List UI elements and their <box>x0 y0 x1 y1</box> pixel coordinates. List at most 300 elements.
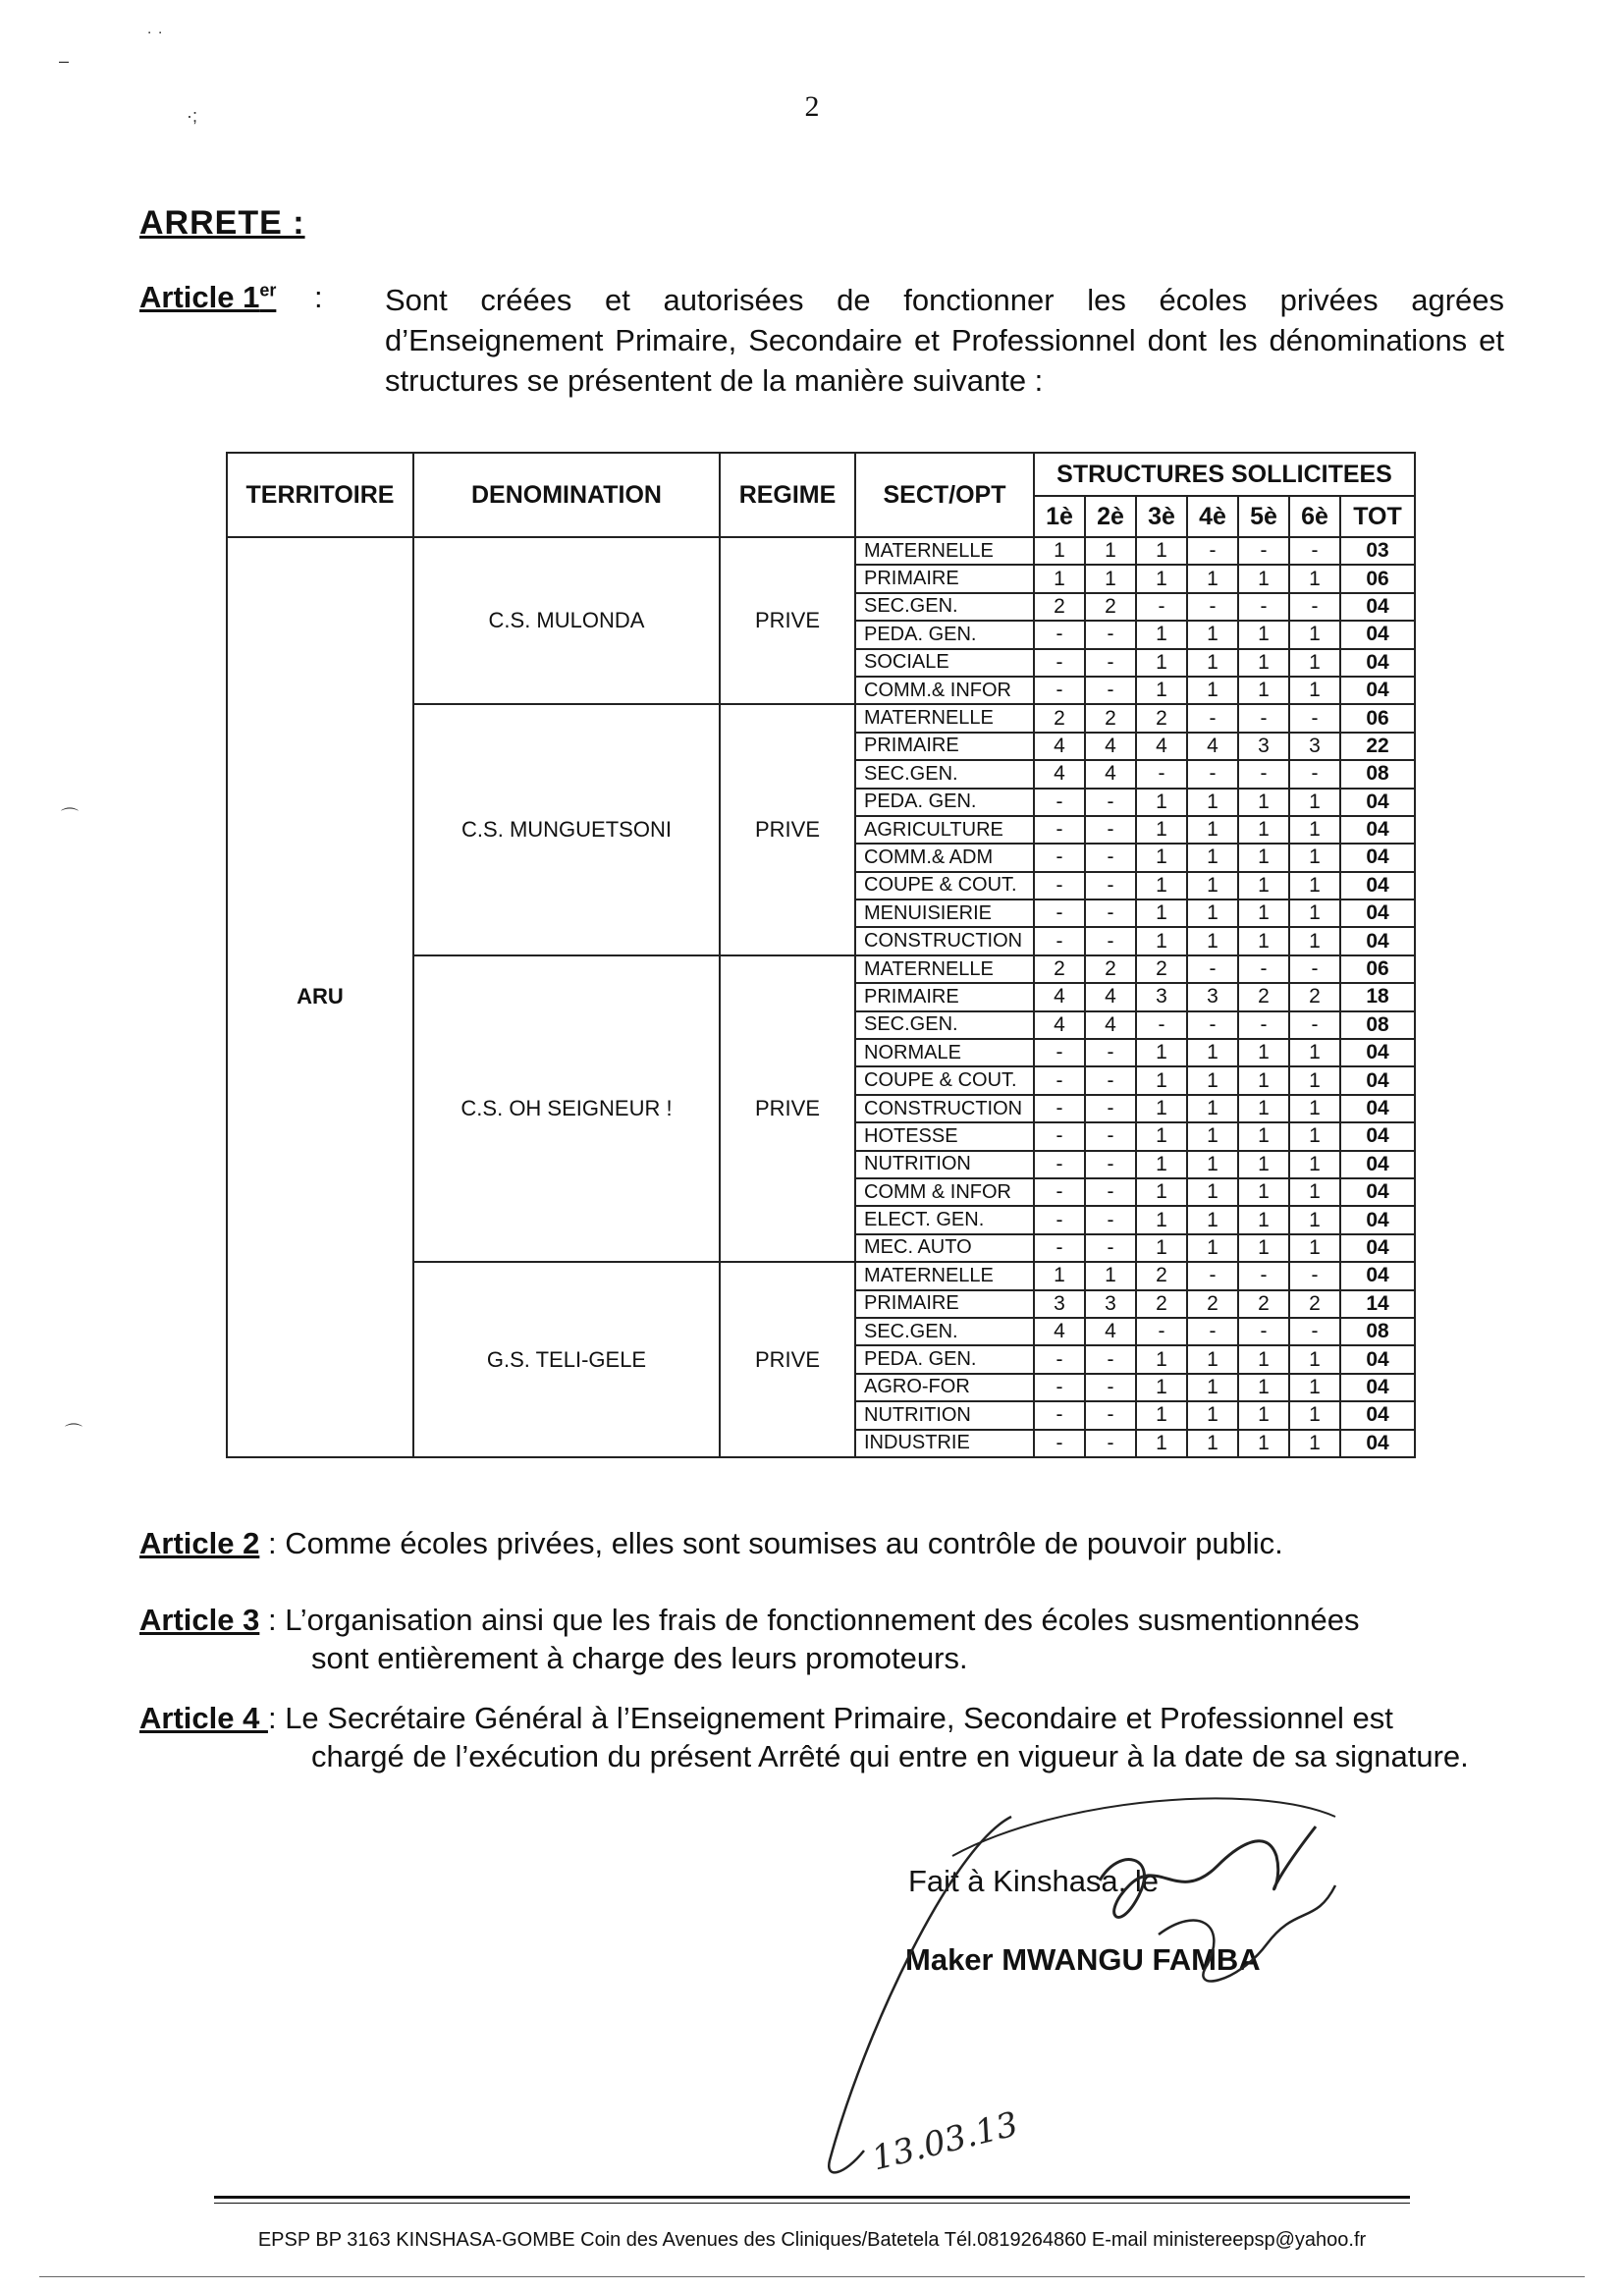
sect-opt-cell: PRIMAIRE <box>855 733 1034 760</box>
year-value-cell: 4 <box>1085 760 1136 788</box>
year-value-cell: 1 <box>1238 1234 1289 1262</box>
year-value-cell: 1 <box>1289 1345 1340 1373</box>
year-value-cell: 1 <box>1238 565 1289 592</box>
year-value-cell: - <box>1187 1262 1238 1289</box>
total-cell: 04 <box>1340 816 1415 844</box>
sect-opt-cell: NUTRITION <box>855 1401 1034 1429</box>
year-value-cell: - <box>1085 816 1136 844</box>
sect-opt-cell: SEC.GEN. <box>855 1318 1034 1345</box>
year-value-cell: 4 <box>1034 983 1085 1010</box>
scan-speck: ·; <box>187 106 197 126</box>
sect-opt-cell: PRIMAIRE <box>855 983 1034 1010</box>
sect-opt-cell: PRIMAIRE <box>855 1290 1034 1318</box>
year-value-cell: - <box>1034 844 1085 871</box>
year-value-cell: 2 <box>1289 1290 1340 1318</box>
year-value-cell: 1 <box>1187 1206 1238 1233</box>
regime-cell: PRIVE <box>720 704 855 955</box>
total-cell: 04 <box>1340 1066 1415 1094</box>
year-value-cell: 2 <box>1034 955 1085 983</box>
year-value-cell: - <box>1187 593 1238 621</box>
handwritten-signature <box>805 1787 1355 2200</box>
article-1-text: Sont créées et autorisées de fonctionner les écoles privées agrées d’Enseignement Primaire, Secondaire et Professionnel dont les dénominations et structures se présentent de la manière suivante : <box>385 283 1504 398</box>
year-value-cell: 1 <box>1238 649 1289 677</box>
year-value-cell: 1 <box>1034 565 1085 592</box>
year-value-cell: 1 <box>1289 1039 1340 1066</box>
header-total: TOT <box>1340 496 1415 537</box>
year-value-cell: 1 <box>1136 900 1187 927</box>
article-2-text: Comme écoles privées, elles sont soumises au contrôle de pouvoir public. <box>285 1526 1283 1560</box>
year-value-cell: - <box>1289 593 1340 621</box>
total-cell: 03 <box>1340 537 1415 565</box>
denomination-cell: G.S. TELI-GELE <box>413 1262 720 1457</box>
year-value-cell: - <box>1187 537 1238 565</box>
sect-opt-cell: MENUISIERIE <box>855 900 1034 927</box>
year-value-cell: 1 <box>1238 816 1289 844</box>
total-cell: 04 <box>1340 1262 1415 1289</box>
year-value-cell: 1 <box>1289 649 1340 677</box>
year-value-cell: 1 <box>1187 1178 1238 1206</box>
year-value-cell: 4 <box>1034 1011 1085 1039</box>
year-value-cell: 2 <box>1085 593 1136 621</box>
year-value-cell: 4 <box>1085 1011 1136 1039</box>
total-cell: 04 <box>1340 1374 1415 1401</box>
year-value-cell: 2 <box>1187 1290 1238 1318</box>
header-territoire: TERRITOIRE <box>227 453 413 537</box>
year-value-cell: 1 <box>1187 816 1238 844</box>
year-value-cell: 2 <box>1034 704 1085 732</box>
article-1-colon: : <box>314 280 323 314</box>
footer-address: EPSP BP 3163 KINSHASA-GOMBE Coin des Avenues des Cliniques/Batetela Tél.0819264860 E-mail ministereepsp@yahoo.fr <box>257 2229 1367 2251</box>
article-2 <box>139 1524 1504 1562</box>
year-value-cell: - <box>1238 760 1289 788</box>
total-cell: 04 <box>1340 900 1415 927</box>
total-cell: 04 <box>1340 1122 1415 1150</box>
year-value-cell: 1 <box>1136 1234 1187 1262</box>
year-value-cell: 1 <box>1136 1151 1187 1178</box>
year-value-cell: 1 <box>1187 1234 1238 1262</box>
regime-cell: PRIVE <box>720 1262 855 1457</box>
year-value-cell: 1 <box>1187 1066 1238 1094</box>
year-value-cell: 1 <box>1136 1066 1187 1094</box>
sect-opt-cell: PRIMAIRE <box>855 565 1034 592</box>
year-value-cell: 1 <box>1238 1178 1289 1206</box>
year-value-cell: 2 <box>1136 704 1187 732</box>
year-value-cell: 4 <box>1034 760 1085 788</box>
year-value-cell: 1 <box>1136 1401 1187 1429</box>
denomination-cell: C.S. OH SEIGNEUR ! <box>413 955 720 1262</box>
sect-opt-cell: INDUSTRIE <box>855 1430 1034 1457</box>
year-value-cell: - <box>1085 900 1136 927</box>
article-3-text: L’organisation ainsi que les frais de fonctionnement des écoles susmentionnées <box>285 1603 1360 1637</box>
page-number: 2 <box>804 90 820 123</box>
year-value-cell: 1 <box>1187 565 1238 592</box>
header-year-5: 5è <box>1238 496 1289 537</box>
year-value-cell: 1 <box>1187 1122 1238 1150</box>
year-value-cell: - <box>1238 1011 1289 1039</box>
year-value-cell: 1 <box>1238 844 1289 871</box>
article-4-sep: : <box>267 1701 286 1735</box>
scan-speck: ˙ ˙ <box>147 29 164 49</box>
year-value-cell: 1 <box>1187 1345 1238 1373</box>
year-value-cell: 1 <box>1238 677 1289 704</box>
year-value-cell: 3 <box>1136 983 1187 1010</box>
year-value-cell: 1 <box>1187 1430 1238 1457</box>
article-4 <box>139 1699 1504 1775</box>
total-cell: 04 <box>1340 1345 1415 1373</box>
year-value-cell: - <box>1034 872 1085 900</box>
total-cell: 08 <box>1340 1318 1415 1345</box>
year-value-cell: 1 <box>1187 1401 1238 1429</box>
year-value-cell: - <box>1034 1206 1085 1233</box>
year-value-cell: 2 <box>1085 955 1136 983</box>
sect-opt-cell: SEC.GEN. <box>855 760 1034 788</box>
year-value-cell: 1 <box>1187 900 1238 927</box>
year-value-cell: - <box>1289 1011 1340 1039</box>
year-value-cell: 1 <box>1034 537 1085 565</box>
year-value-cell: 1 <box>1187 649 1238 677</box>
total-cell: 06 <box>1340 955 1415 983</box>
year-value-cell: - <box>1034 789 1085 816</box>
year-value-cell: 2 <box>1136 1262 1187 1289</box>
year-value-cell: - <box>1136 1011 1187 1039</box>
article-3-label: Article 3 <box>139 1603 260 1637</box>
total-cell: 22 <box>1340 733 1415 760</box>
year-value-cell: 1 <box>1238 621 1289 648</box>
year-value-cell: 1 <box>1289 789 1340 816</box>
year-value-cell: 1 <box>1238 900 1289 927</box>
territoire-cell: ARU <box>227 537 413 1457</box>
total-cell: 04 <box>1340 927 1415 954</box>
year-value-cell: 1 <box>1238 1206 1289 1233</box>
year-value-cell: - <box>1085 1234 1136 1262</box>
sect-opt-cell: COUPE & COUT. <box>855 872 1034 900</box>
year-value-cell: - <box>1034 1234 1085 1262</box>
table-row <box>227 537 1415 565</box>
total-cell: 04 <box>1340 593 1415 621</box>
year-value-cell: 4 <box>1085 733 1136 760</box>
year-value-cell: - <box>1034 1345 1085 1373</box>
year-value-cell: 1 <box>1187 1039 1238 1066</box>
year-value-cell: 1 <box>1238 1066 1289 1094</box>
year-value-cell: - <box>1187 1318 1238 1345</box>
year-value-cell: 1 <box>1238 1039 1289 1066</box>
sect-opt-cell: NUTRITION <box>855 1151 1034 1178</box>
total-cell: 04 <box>1340 621 1415 648</box>
year-value-cell: - <box>1085 1095 1136 1122</box>
regime-cell: PRIVE <box>720 537 855 704</box>
year-value-cell: - <box>1085 872 1136 900</box>
year-value-cell: - <box>1085 1122 1136 1150</box>
year-value-cell: - <box>1085 1066 1136 1094</box>
sect-opt-cell: SEC.GEN. <box>855 593 1034 621</box>
total-cell: 04 <box>1340 649 1415 677</box>
year-value-cell: 1 <box>1289 677 1340 704</box>
total-cell: 04 <box>1340 844 1415 871</box>
year-value-cell: - <box>1034 1430 1085 1457</box>
total-cell: 04 <box>1340 1430 1415 1457</box>
article-1-label: Article 1er <box>139 280 277 314</box>
year-value-cell: - <box>1085 789 1136 816</box>
year-value-cell: - <box>1085 844 1136 871</box>
year-value-cell: - <box>1085 1178 1136 1206</box>
denomination-cell: C.S. MUNGUETSONI <box>413 704 720 955</box>
header-year-3: 3è <box>1136 496 1187 537</box>
year-value-cell: 1 <box>1136 816 1187 844</box>
article-3-sep: : <box>259 1603 286 1637</box>
year-value-cell: 2 <box>1034 593 1085 621</box>
year-value-cell: 2 <box>1238 983 1289 1010</box>
table-body <box>227 537 1415 1457</box>
year-value-cell: 1 <box>1187 927 1238 954</box>
year-value-cell: - <box>1238 955 1289 983</box>
year-value-cell: 1 <box>1187 1095 1238 1122</box>
year-value-cell: - <box>1238 704 1289 732</box>
year-value-cell: 1 <box>1238 1430 1289 1457</box>
year-value-cell: 4 <box>1034 733 1085 760</box>
year-value-cell: 3 <box>1289 733 1340 760</box>
total-cell: 08 <box>1340 1011 1415 1039</box>
year-value-cell: 1 <box>1289 1066 1340 1094</box>
total-cell: 04 <box>1340 677 1415 704</box>
year-value-cell: - <box>1289 760 1340 788</box>
year-value-cell: 1 <box>1187 1374 1238 1401</box>
year-value-cell: - <box>1289 1262 1340 1289</box>
year-value-cell: - <box>1085 927 1136 954</box>
year-value-cell: 1 <box>1238 927 1289 954</box>
total-cell: 04 <box>1340 1234 1415 1262</box>
year-value-cell: 1 <box>1289 816 1340 844</box>
handwritten-date: 13.03.13 <box>868 2104 1022 2179</box>
header-sect-opt: SECT/OPT <box>855 453 1034 537</box>
year-value-cell: 1 <box>1289 1401 1340 1429</box>
year-value-cell: - <box>1085 1430 1136 1457</box>
year-value-cell: - <box>1034 1151 1085 1178</box>
year-value-cell: 2 <box>1136 1290 1187 1318</box>
year-value-cell: - <box>1034 1401 1085 1429</box>
year-value-cell: - <box>1085 1151 1136 1178</box>
year-value-cell: - <box>1085 1374 1136 1401</box>
year-value-cell: 1 <box>1289 1374 1340 1401</box>
year-value-cell: 1 <box>1289 1122 1340 1150</box>
total-cell: 04 <box>1340 1151 1415 1178</box>
sect-opt-cell: MEC. AUTO <box>855 1234 1034 1262</box>
year-value-cell: - <box>1187 955 1238 983</box>
header-structures: STRUCTURES SOLLICITEES <box>1034 453 1415 496</box>
year-value-cell: 1 <box>1238 872 1289 900</box>
year-value-cell: 1 <box>1289 900 1340 927</box>
year-value-cell: 1 <box>1085 565 1136 592</box>
total-cell: 04 <box>1340 789 1415 816</box>
sect-opt-cell: CONSTRUCTION <box>855 1095 1034 1122</box>
sect-opt-cell: CONSTRUCTION <box>855 927 1034 954</box>
year-value-cell: - <box>1289 704 1340 732</box>
year-value-cell: 1 <box>1238 789 1289 816</box>
year-value-cell: 1 <box>1136 1095 1187 1122</box>
sect-opt-cell: ELECT. GEN. <box>855 1206 1034 1233</box>
year-value-cell: 1 <box>1289 621 1340 648</box>
year-value-cell: 1 <box>1289 1206 1340 1233</box>
year-value-cell: 1 <box>1034 1262 1085 1289</box>
sect-opt-cell: COMM.& INFOR <box>855 677 1034 704</box>
total-cell: 06 <box>1340 704 1415 732</box>
year-value-cell: 1 <box>1289 872 1340 900</box>
year-value-cell: 1 <box>1136 537 1187 565</box>
sect-opt-cell: COUPE & COUT. <box>855 1066 1034 1094</box>
sect-opt-cell: AGRO-FOR <box>855 1374 1034 1401</box>
year-value-cell: 1 <box>1136 1178 1187 1206</box>
article-4-text: Le Secrétaire Général à l’Enseignement Primaire, Secondaire et Professionnel est <box>285 1701 1393 1735</box>
place-and-date: Fait à Kinshasa, le <box>908 1864 1160 1898</box>
year-value-cell: 1 <box>1238 1374 1289 1401</box>
year-value-cell: - <box>1034 1039 1085 1066</box>
year-value-cell: - <box>1187 704 1238 732</box>
year-value-cell: - <box>1136 593 1187 621</box>
year-value-cell: - <box>1085 621 1136 648</box>
scan-speck: ⌒ <box>65 1423 82 1443</box>
year-value-cell: 1 <box>1136 1345 1187 1373</box>
year-value-cell: 1 <box>1289 1151 1340 1178</box>
year-value-cell: 1 <box>1187 789 1238 816</box>
header-denomination: DENOMINATION <box>413 453 720 537</box>
article-3-text-continued: sont entièrement à charge des leurs promoteurs. <box>311 1641 968 1675</box>
sect-opt-cell: COMM & INFOR <box>855 1178 1034 1206</box>
header-year-6: 6è <box>1289 496 1340 537</box>
year-value-cell: 1 <box>1289 1095 1340 1122</box>
year-value-cell: - <box>1034 1374 1085 1401</box>
year-value-cell: - <box>1034 816 1085 844</box>
year-value-cell: - <box>1034 621 1085 648</box>
year-value-cell: - <box>1187 1011 1238 1039</box>
total-cell: 18 <box>1340 983 1415 1010</box>
header-year-2: 2è <box>1085 496 1136 537</box>
total-cell: 06 <box>1340 565 1415 592</box>
year-value-cell: 1 <box>1136 565 1187 592</box>
year-value-cell: - <box>1085 649 1136 677</box>
sect-opt-cell: PEDA. GEN. <box>855 789 1034 816</box>
year-value-cell: - <box>1136 1318 1187 1345</box>
year-value-cell: 1 <box>1136 1122 1187 1150</box>
year-value-cell: 3 <box>1034 1290 1085 1318</box>
year-value-cell: 4 <box>1085 983 1136 1010</box>
year-value-cell: - <box>1034 1178 1085 1206</box>
year-value-cell: - <box>1238 593 1289 621</box>
article-3 <box>139 1601 1504 1677</box>
total-cell: 04 <box>1340 1039 1415 1066</box>
year-value-cell: - <box>1289 537 1340 565</box>
year-value-cell: 1 <box>1085 1262 1136 1289</box>
year-value-cell: 1 <box>1238 1345 1289 1373</box>
year-value-cell: - <box>1136 760 1187 788</box>
total-cell: 14 <box>1340 1290 1415 1318</box>
footer-divider <box>214 2196 1410 2204</box>
year-value-cell: 1 <box>1187 621 1238 648</box>
scan-speck: – <box>59 51 70 71</box>
year-value-cell: 1 <box>1085 537 1136 565</box>
year-value-cell: 2 <box>1238 1290 1289 1318</box>
year-value-cell: 1 <box>1136 1374 1187 1401</box>
year-value-cell: 1 <box>1136 789 1187 816</box>
sect-opt-cell: NORMALE <box>855 1039 1034 1066</box>
sect-opt-cell: AGRICULTURE <box>855 816 1034 844</box>
year-value-cell: 1 <box>1238 1122 1289 1150</box>
header-year-4: 4è <box>1187 496 1238 537</box>
year-value-cell: 1 <box>1289 844 1340 871</box>
year-value-cell: 1 <box>1289 927 1340 954</box>
year-value-cell: 3 <box>1238 733 1289 760</box>
year-value-cell: 4 <box>1136 733 1187 760</box>
sect-opt-cell: SEC.GEN. <box>855 1011 1034 1039</box>
year-value-cell: 3 <box>1187 983 1238 1010</box>
year-value-cell: 4 <box>1034 1318 1085 1345</box>
sect-opt-cell: PEDA. GEN. <box>855 621 1034 648</box>
arrete-heading: ARRETE : <box>139 204 305 242</box>
year-value-cell: - <box>1187 760 1238 788</box>
year-value-cell: - <box>1034 927 1085 954</box>
article-2-sep: : <box>259 1526 286 1560</box>
article-2-label: Article 2 <box>139 1526 260 1560</box>
year-value-cell: 1 <box>1187 872 1238 900</box>
scan-speck: ⌒ <box>61 807 79 827</box>
year-value-cell: 1 <box>1289 565 1340 592</box>
year-value-cell: 1 <box>1136 621 1187 648</box>
sect-opt-cell: COMM.& ADM <box>855 844 1034 871</box>
sect-opt-cell: PEDA. GEN. <box>855 1345 1034 1373</box>
year-value-cell: 1 <box>1238 1095 1289 1122</box>
year-value-cell: - <box>1034 677 1085 704</box>
year-value-cell: 2 <box>1085 704 1136 732</box>
article-4-text-continued: chargé de l’exécution du présent Arrêté qui entre en vigueur à la date de sa signature. <box>311 1739 1469 1773</box>
sect-opt-cell: SOCIALE <box>855 649 1034 677</box>
total-cell: 04 <box>1340 1095 1415 1122</box>
year-value-cell: 1 <box>1136 927 1187 954</box>
header-year-1: 1è <box>1034 496 1085 537</box>
year-value-cell: - <box>1238 1262 1289 1289</box>
year-value-cell: - <box>1034 1066 1085 1094</box>
sect-opt-cell: MATERNELLE <box>855 955 1034 983</box>
year-value-cell: - <box>1238 537 1289 565</box>
year-value-cell: - <box>1085 1401 1136 1429</box>
year-value-cell: - <box>1289 955 1340 983</box>
year-value-cell: 1 <box>1136 1206 1187 1233</box>
year-value-cell: 1 <box>1289 1178 1340 1206</box>
year-value-cell: 2 <box>1136 955 1187 983</box>
year-value-cell: 1 <box>1238 1401 1289 1429</box>
sect-opt-cell: MATERNELLE <box>855 1262 1034 1289</box>
denomination-cell: C.S. MULONDA <box>413 537 720 704</box>
article-4-label: Article 4 <box>139 1701 268 1735</box>
sect-opt-cell: MATERNELLE <box>855 704 1034 732</box>
total-cell: 04 <box>1340 1401 1415 1429</box>
year-value-cell: - <box>1085 1345 1136 1373</box>
header-regime: REGIME <box>720 453 855 537</box>
sect-opt-cell: HOTESSE <box>855 1122 1034 1150</box>
year-value-cell: 3 <box>1085 1290 1136 1318</box>
total-cell: 04 <box>1340 872 1415 900</box>
year-value-cell: 1 <box>1136 649 1187 677</box>
year-value-cell: 1 <box>1136 1039 1187 1066</box>
year-value-cell: - <box>1238 1318 1289 1345</box>
year-value-cell: - <box>1034 649 1085 677</box>
year-value-cell: - <box>1034 900 1085 927</box>
sect-opt-cell: MATERNELLE <box>855 537 1034 565</box>
year-value-cell: 4 <box>1187 733 1238 760</box>
year-value-cell: - <box>1085 1039 1136 1066</box>
year-value-cell: - <box>1085 1206 1136 1233</box>
year-value-cell: 1 <box>1136 844 1187 871</box>
year-value-cell: - <box>1085 677 1136 704</box>
year-value-cell: - <box>1034 1122 1085 1150</box>
year-value-cell: - <box>1034 1095 1085 1122</box>
